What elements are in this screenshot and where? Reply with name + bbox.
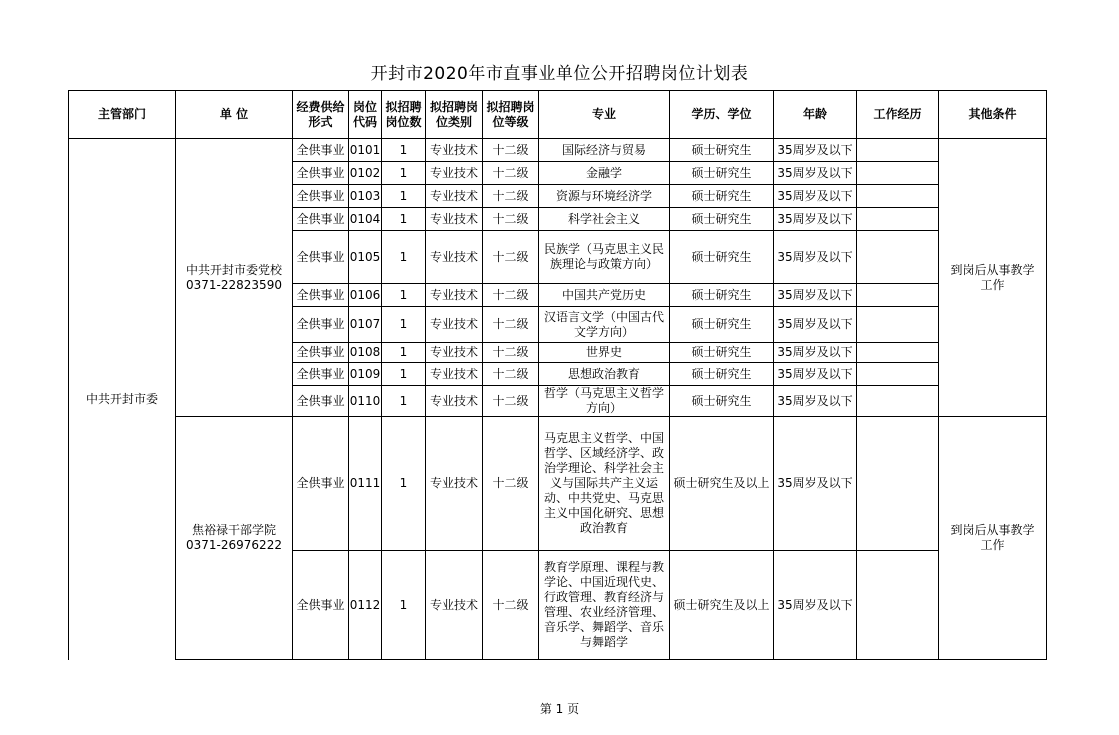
unit-name: 中共开封市委党校 xyxy=(185,262,282,277)
major-cell: 马克思主义哲学、中国哲学、区域经济学、政治学理论、科学社会主义与国际共产主义运动、中共党史、马克思主义中国化研究、思想政治教育 xyxy=(539,417,670,551)
age-cell: 35周岁及以下 xyxy=(774,139,857,162)
count-cell: 1 xyxy=(382,386,426,417)
major-cell: 民族学（马克思主义民族理论与政策方向） xyxy=(539,231,670,284)
unit-name: 焦裕禄干部学院 xyxy=(191,523,276,537)
category-cell: 专业技术 xyxy=(426,162,483,185)
count-cell: 1 xyxy=(382,208,426,231)
count-cell: 1 xyxy=(382,417,426,551)
code-cell: 0102 xyxy=(349,162,382,185)
header-dept: 主管部门 xyxy=(69,91,176,139)
major-cell: 中国共产党历史 xyxy=(539,284,670,307)
age-cell: 35周岁及以下 xyxy=(774,417,857,551)
grade-cell: 十二级 xyxy=(483,139,539,162)
grade-cell: 十二级 xyxy=(483,231,539,284)
count-cell: 1 xyxy=(382,284,426,307)
funding-cell: 全供事业 xyxy=(293,208,349,231)
category-cell: 专业技术 xyxy=(426,551,483,660)
exp-cell xyxy=(857,343,939,363)
exp-cell xyxy=(857,231,939,284)
funding-cell: 全供事业 xyxy=(293,139,349,162)
code-cell: 0112 xyxy=(349,551,382,660)
count-cell: 1 xyxy=(382,551,426,660)
code-cell: 0105 xyxy=(349,231,382,284)
header-other: 其他条件 xyxy=(939,91,1047,139)
code-cell: 0108 xyxy=(349,343,382,363)
page-title: 开封市2020年市直事业单位公开招聘岗位计划表 xyxy=(370,64,749,84)
count-cell: 1 xyxy=(382,363,426,386)
edu-cell: 硕士研究生及以上 xyxy=(670,417,774,551)
code-cell: 0109 xyxy=(349,363,382,386)
edu-cell: 硕士研究生 xyxy=(670,231,774,284)
age-cell: 35周岁及以下 xyxy=(774,208,857,231)
exp-cell xyxy=(857,551,939,660)
edu-cell: 硕士研究生 xyxy=(670,386,774,417)
count-cell: 1 xyxy=(382,231,426,284)
edu-cell: 硕士研究生 xyxy=(670,162,774,185)
age-cell: 35周岁及以下 xyxy=(774,386,857,417)
edu-cell: 硕士研究生 xyxy=(670,284,774,307)
code-cell: 0110 xyxy=(349,386,382,417)
edu-cell: 硕士研究生 xyxy=(670,208,774,231)
dept-cell: 中共开封市委 xyxy=(69,139,176,660)
category-cell: 专业技术 xyxy=(426,231,483,284)
major-cell: 金融学 xyxy=(539,162,670,185)
header-edu: 学历、学位 xyxy=(670,91,774,139)
header-funding: 经费供给形式 xyxy=(293,91,349,139)
grade-cell: 十二级 xyxy=(483,208,539,231)
recruitment-table xyxy=(68,90,1047,660)
header-major: 专业 xyxy=(539,91,670,139)
funding-cell: 全供事业 xyxy=(293,363,349,386)
code-cell: 0107 xyxy=(349,307,382,343)
age-cell: 35周岁及以下 xyxy=(774,307,857,343)
grade-cell: 十二级 xyxy=(483,386,539,417)
other-cell: 到岗后从事教学工作 xyxy=(939,417,1047,660)
exp-cell xyxy=(857,417,939,551)
grade-cell: 十二级 xyxy=(483,162,539,185)
code-cell: 0106 xyxy=(349,284,382,307)
age-cell: 35周岁及以下 xyxy=(774,284,857,307)
category-cell: 专业技术 xyxy=(426,284,483,307)
funding-cell: 全供事业 xyxy=(293,307,349,343)
header-age: 年龄 xyxy=(774,91,857,139)
major-cell: 汉语言文学（中国古代文学方向） xyxy=(539,307,670,343)
category-cell: 专业技术 xyxy=(426,307,483,343)
header-count: 拟招聘岗位数 xyxy=(382,91,426,139)
unit-phone: 0371-22823590 xyxy=(186,277,282,292)
unit-phone: 0371-26976222 xyxy=(186,538,282,552)
header-code: 岗位代码 xyxy=(349,91,382,139)
edu-cell: 硕士研究生 xyxy=(670,185,774,208)
major-cell: 哲学（马克思主义哲学方向） xyxy=(539,386,670,417)
header-exp: 工作经历 xyxy=(857,91,939,139)
category-cell: 专业技术 xyxy=(426,139,483,162)
exp-cell xyxy=(857,363,939,386)
funding-cell: 全供事业 xyxy=(293,162,349,185)
major-cell: 世界史 xyxy=(539,343,670,363)
age-cell: 35周岁及以下 xyxy=(774,162,857,185)
category-cell: 专业技术 xyxy=(426,343,483,363)
other-cell: 到岗后从事教学工作 xyxy=(939,139,1047,417)
funding-cell: 全供事业 xyxy=(293,551,349,660)
category-cell: 专业技术 xyxy=(426,417,483,551)
header-row xyxy=(69,91,1047,139)
edu-cell: 硕士研究生 xyxy=(670,363,774,386)
funding-cell: 全供事业 xyxy=(293,185,349,208)
exp-cell xyxy=(857,139,939,162)
grade-cell: 十二级 xyxy=(483,284,539,307)
major-cell: 国际经济与贸易 xyxy=(539,139,670,162)
count-cell: 1 xyxy=(382,307,426,343)
edu-cell: 硕士研究生 xyxy=(670,343,774,363)
grade-cell: 十二级 xyxy=(483,417,539,551)
grade-cell: 十二级 xyxy=(483,363,539,386)
edu-cell: 硕士研究生 xyxy=(670,307,774,343)
code-cell: 0101 xyxy=(349,139,382,162)
funding-cell: 全供事业 xyxy=(293,231,349,284)
exp-cell xyxy=(857,307,939,343)
exp-cell xyxy=(857,162,939,185)
exp-cell xyxy=(857,208,939,231)
category-cell: 专业技术 xyxy=(426,386,483,417)
age-cell: 35周岁及以下 xyxy=(774,343,857,363)
funding-cell: 全供事业 xyxy=(293,417,349,551)
page-number: 第 1 页 xyxy=(539,702,580,716)
category-cell: 专业技术 xyxy=(426,208,483,231)
funding-cell: 全供事业 xyxy=(293,284,349,307)
age-cell: 35周岁及以下 xyxy=(774,231,857,284)
age-cell: 35周岁及以下 xyxy=(774,363,857,386)
funding-cell: 全供事业 xyxy=(293,343,349,363)
exp-cell xyxy=(857,185,939,208)
count-cell: 1 xyxy=(382,162,426,185)
count-cell: 1 xyxy=(382,185,426,208)
code-cell: 0111 xyxy=(349,417,382,551)
code-cell: 0104 xyxy=(349,208,382,231)
grade-cell: 十二级 xyxy=(483,551,539,660)
table-row xyxy=(69,139,1047,162)
major-cell: 资源与环境经济学 xyxy=(539,185,670,208)
header-grade: 拟招聘岗位等级 xyxy=(483,91,539,139)
major-cell: 思想政治教育 xyxy=(539,363,670,386)
header-unit: 单 位 xyxy=(176,91,293,139)
count-cell: 1 xyxy=(382,343,426,363)
code-cell: 0103 xyxy=(349,185,382,208)
edu-cell: 硕士研究生 xyxy=(670,139,774,162)
unit-cell xyxy=(176,139,293,417)
major-cell: 科学社会主义 xyxy=(539,208,670,231)
table-row xyxy=(69,417,1047,551)
category-cell: 专业技术 xyxy=(426,363,483,386)
exp-cell xyxy=(857,386,939,417)
count-cell: 1 xyxy=(382,139,426,162)
funding-cell: 全供事业 xyxy=(293,386,349,417)
edu-cell: 硕士研究生及以上 xyxy=(670,551,774,660)
age-cell: 35周岁及以下 xyxy=(774,185,857,208)
age-cell: 35周岁及以下 xyxy=(774,551,857,660)
header-category: 拟招聘岗位类别 xyxy=(426,91,483,139)
exp-cell xyxy=(857,284,939,307)
grade-cell: 十二级 xyxy=(483,185,539,208)
unit-cell xyxy=(176,417,293,660)
grade-cell: 十二级 xyxy=(483,343,539,363)
major-cell: 教育学原理、课程与教学论、中国近现代史、行政管理、教育经济与管理、农业经济管理、音乐学、舞蹈学、音乐与舞蹈学 xyxy=(539,551,670,660)
grade-cell: 十二级 xyxy=(483,307,539,343)
category-cell: 专业技术 xyxy=(426,185,483,208)
